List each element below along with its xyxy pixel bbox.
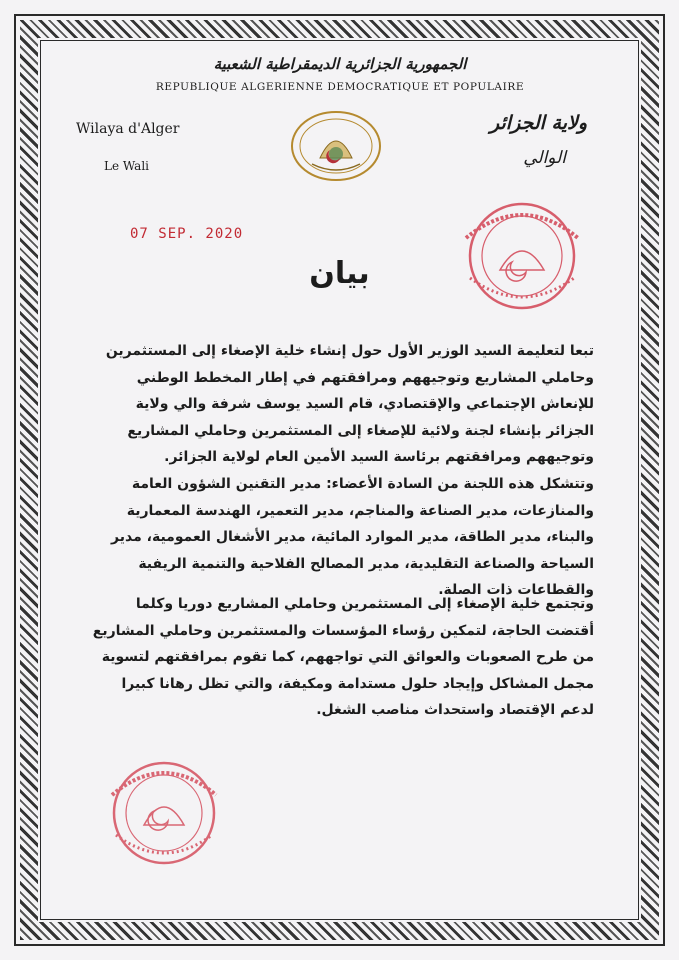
paragraph-3: وتجتمع خلية الإصغاء إلى المستثمرين وحاملي المشاريع دوريا وكلما أقتضت الحاجة، لتمكين رؤساء المؤسسات والمستثمرين وحاملي المشاريع من طرح الصعوبات والعوائق التي تواجههم، كما تقوم بمرافقتهم لتسوية مجمل المشاكل وإيجاد حلول مستدامة ومكيفة، والتي تظل رهانا كبيرا لدعم الإقتصاد واستحداث مناصب الشغل. bbox=[92, 596, 594, 718]
header-arabic: الجمهورية الجزائرية الديمقراطية الشعبية bbox=[213, 55, 467, 73]
wilaya-french: Wilaya d'Alger bbox=[76, 121, 180, 137]
date-stamp: 07 SEP. 2020 bbox=[130, 226, 244, 242]
official-stamp-icon bbox=[452, 198, 594, 310]
wali-french: Le Wali bbox=[104, 159, 150, 173]
wilaya-arabic: ولاية الجزائر bbox=[490, 112, 587, 134]
paragraph-2: وتتشكل هذه اللجنة من السادة الأعضاء: مدير التقنين الشؤون العامة والمنازعات، مدير الصناعة والمناجم، مدير التعمير، الهندسة المعمارية والبناء، مدير الطاقة، مدير الموارد المائية، مدير الأشغال العمومية، مدير السياحة والصناعة التقليدية، مدير المصالح الفلاحية والتنمية الريفية والقطاعات ذات الصلة. bbox=[111, 476, 594, 598]
wali-arabic: الوالي bbox=[523, 148, 566, 168]
header-french: REPUBLIQUE ALGERIENNE DEMOCRATIQUE ET POPULAIRE bbox=[155, 81, 525, 93]
national-emblem-seal bbox=[290, 110, 382, 182]
document-title: بيان bbox=[309, 256, 370, 291]
paragraph-1: تبعا لتعليمة السيد الوزير الأول حول إنشاء خلية الإصغاء إلى المستثمرين وحاملي المشاريع وتوجيههم ومرافقتهم في إطار المخطط الوطني للإنعاش الإجتماعي والإقتصادي، قام السيد يوسف شرفة والي ولاية الجزائر بإنشاء لجنة ولائية للإصغاء إلى المستثمرين وحاملي المشاريع وتوجيههم ومرافقتهم برئاسة السيد الأمين العام لولاية الجزائر. bbox=[105, 343, 594, 465]
official-stamp-bottom-icon bbox=[100, 755, 230, 870]
